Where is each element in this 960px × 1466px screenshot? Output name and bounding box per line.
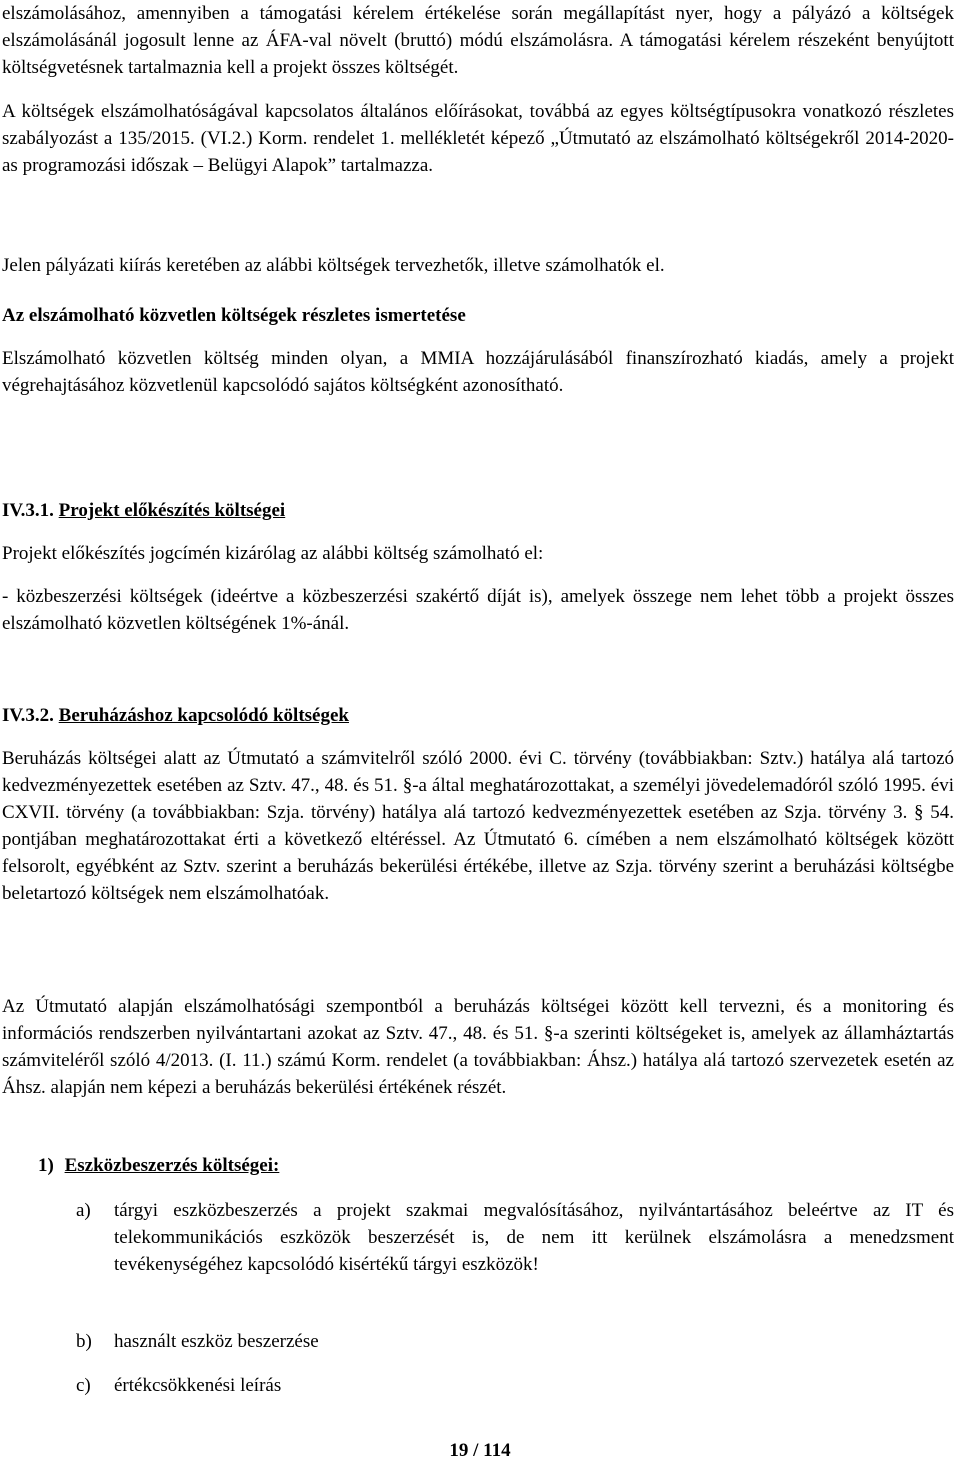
paragraph-9: [2, 993, 954, 1101]
list-item-1: [38, 1152, 954, 1179]
paragraph-6: [2, 540, 954, 567]
sublist-text: tárgyi eszközbeszerzés a projekt szakmai megvalósításához, nyilvántartásához beleértve az IT és telekommunikációs eszközök beszerzését is, de nem itt kerülnek elszámolásra a menedzsment tevékenységéhez kapcsolódó kisértékű tárgyi eszközök!: [114, 1200, 954, 1275]
heading-iv-3-2: [2, 702, 954, 729]
paragraph-text: Jelen pályázati kiírás keretében az alábbi költségek tervezhetők, illetve számolhatók el.: [2, 255, 665, 276]
heading-title: Projekt előkészítés költségei: [58, 500, 286, 521]
paragraph-1: [2, 0, 954, 81]
section-heading-direct-costs: [2, 302, 954, 329]
sublist-text: értékcsökkenési leírás: [114, 1375, 282, 1396]
paragraph-7: [2, 583, 954, 637]
paragraph-text: A költségek elszámolhatóságával kapcsolatos általános előírásokat, továbbá az egyes költségtípusokra vonatkozó részletes szabályozást a 135/2015. (VI.2.) Korm. rendelet 1. mellékletét képező „Útmutató az elszámolható költségekről 2014-2020-as programozási időszak – Belügyi Alapok” tartalmazza.: [2, 101, 954, 176]
sublist-item-a: [76, 1197, 954, 1278]
list-title: Eszközbeszerzés költségei:: [64, 1155, 280, 1176]
list-number: 1): [38, 1155, 54, 1176]
paragraph-text: elszámolásához, amennyiben a támogatási kérelem értékelése során megállapítást nyer, hogy a pályázó a költségek elszámolásánál jogosult lenne az ÁFA-val növelt (bruttó) módú elszámolásra. A támogatási kérelem részeként benyújtott költségvetésnek tartalmaznia kell a projekt összes költségét.: [2, 3, 954, 78]
heading-number: IV.3.2.: [2, 705, 54, 726]
paragraph-text: - közbeszerzési költségek (ideértve a közbeszerzési szakértő díját is), amelyek összege nem lehet több a projekt összes elszámolható közvetlen költségének 1%-ánál.: [2, 586, 954, 634]
paragraph-2: [2, 98, 954, 179]
paragraph-8: [2, 745, 954, 907]
heading-number: IV.3.1.: [2, 500, 54, 521]
paragraph-text: Beruházás költségei alatt az Útmutató a számvitelről szóló 2000. évi C. törvény (továbbiakban: Sztv.) hatálya alá tartozó kedvezményezettek esetében az Sztv. 47., 48. és 51. §-a által meghatározottakat, a személyi jövedelemadóról szóló 1995. évi CXVII. törvény (a továbbiakban: Szja. törvény) hatálya alá tartozó kedvezményezettek esetében az Szja. törvény 3. § 54. pontjában meghatározottakat érti a következő eltéréssel. Az Útmutató 6. címében a nem elszámolható költségek között felsorolt, egyébként az Sztv. szerint a beruházás bekerülési értékébe, illetve az Szja. törvény szerint a beruházási költségbe beletartozó költségek nem elszámolhatóak.: [2, 748, 954, 904]
sublist-marker: c): [76, 1375, 91, 1396]
heading-text: Az elszámolható közvetlen költségek részletes ismertetése: [2, 305, 466, 326]
heading-iv-3-1: [2, 497, 954, 524]
paragraph-text: Elszámolható közvetlen költség minden olyan, a MMIA hozzájárulásából finanszírozható kiadás, amely a projekt végrehajtásához közvetlenül kapcsolódó sajátos költségként azonosítható.: [2, 348, 954, 396]
sublist-item-b: [76, 1328, 954, 1355]
heading-title: Beruházáshoz kapcsolódó költségek: [58, 705, 349, 726]
sublist-marker: a): [76, 1200, 91, 1221]
paragraph-text: Projekt előkészítés jogcímén kizárólag az alábbi költség számolható el:: [2, 543, 544, 564]
paragraph-3: [2, 252, 954, 279]
page-number: 19 / 114: [449, 1440, 511, 1461]
sublist-text: használt eszköz beszerzése: [114, 1331, 319, 1352]
paragraph-5: [2, 345, 954, 399]
paragraph-text: Az Útmutató alapján elszámolhatósági szempontból a beruházás költségei között kell tervezni, és a monitoring és információs rendszerben nyilvántartani azokat az Sztv. 47., 48. és 51. §-a szerinti költségeket is, amelyek az államháztartás számviteléről szóló 4/2013. (I. 11.) számú Korm. rendelet (a továbbiakban: Áhsz.) hatálya alá tartozó szervezetek esetén az Áhsz. alapján nem képezi a beruházás bekerülési értékének részét.: [2, 996, 954, 1098]
sublist-marker: b): [76, 1331, 92, 1352]
sublist-item-c: [76, 1372, 954, 1399]
